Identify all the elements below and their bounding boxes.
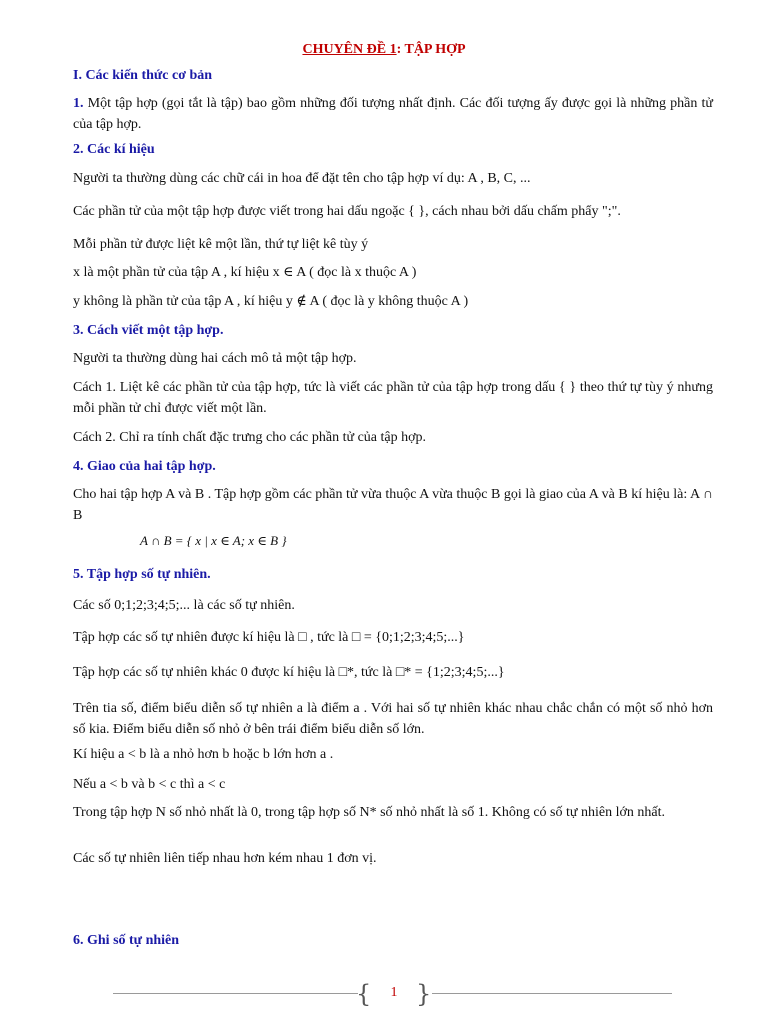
section-heading-natural-numbers: 5. Tập hợp số tự nhiên. (73, 567, 211, 582)
title-suffix: : TẬP HỢP (396, 42, 466, 57)
paragraph-two-methods: Người ta thường dùng hai cách mô tả một tập hợp. (73, 351, 357, 366)
paragraph-listing-order: Mỗi phần tử được liệt kê một lần, thứ tự liệt kê tùy ý (73, 237, 369, 252)
paragraph-text: Một tập hợp (gọi tắt là tập) bao gồm những đối tượng nhất định. Các đối tượng ấy được gọi là những phần tử của tập hợp. (73, 96, 714, 132)
section-heading-writing-numbers: 6. Ghi số tự nhiên (73, 933, 180, 948)
paragraph-number-ray: Trên tia số, điểm biểu diễn số tự nhiên a là điểm a . Với hai số tự nhiên khác nhau chắc chắn có một số nhỏ hơn số kia. Điểm biểu diễn số nhỏ ở bên trái điểm biểu diễn số lớn. (73, 701, 713, 737)
paragraph-natural-numbers: Các số 0;1;2;3;4;5;... là các số tự nhiên. (73, 598, 295, 613)
paragraph-set-definition (73, 93, 713, 135)
paragraph-intersection: Cho hai tập hợp A và B . Tập hợp gồm các phần tử vừa thuộc A vừa thuộc B gọi là giao của A và B kí hiệu là: A ∩ B (73, 487, 713, 523)
page-number: 1 (390, 985, 398, 1000)
section-heading-symbols: 2. Các kí hiệu (73, 142, 155, 157)
paragraph-membership: x là một phần tử của tập A , kí hiệu x ∈ A ( đọc là x thuộc A ) (73, 265, 417, 280)
paragraph-method-2: Cách 2. Chỉ ra tính chất đặc trưng cho các phần tử của tập hợp. (73, 430, 427, 445)
intersection-formula: A ∩ B = { x | x ∈ A; x ∈ B } (140, 533, 287, 548)
paragraph-naming-sets: Người ta thường dùng các chữ cái in hoa để đặt tên cho tập hợp ví dụ: A , B, C, ... (73, 171, 531, 186)
section-heading-basics: I. Các kiến thức cơ bản (73, 68, 213, 83)
page-title (0, 42, 768, 58)
paragraph-set-n-star: Tập hợp các số tự nhiên khác 0 được kí hiệu là □*, tức là □* = {1;2;3;4;5;...} (73, 665, 505, 680)
paragraph-braces: Các phần tử của một tập hợp được viết trong hai dấu ngoặc { }, cách nhau bởi dấu chấm phẩy ";". (73, 204, 621, 219)
paragraph-transitivity: Nếu a < b và b < c thì a < c (73, 777, 226, 792)
footer-right-bracket: } (416, 980, 432, 1008)
section-heading-intersection: 4. Giao của hai tập hợp. (73, 459, 216, 474)
paragraph-less-than: Kí hiệu a < b là a nhỏ hơn b hoặc b lớn hơn a . (73, 747, 334, 762)
paragraph-non-membership: y không là phần tử của tập A , kí hiệu y ∉ A ( đọc là y không thuộc A ) (73, 294, 469, 309)
footer-rule-right (432, 993, 672, 994)
footer-rule-left (113, 993, 358, 994)
title-prefix: CHUYÊN ĐỀ 1 (302, 42, 397, 57)
item-number: 1. (73, 96, 84, 111)
paragraph-consecutive: Các số tự nhiên liên tiếp nhau hơn kém nhau 1 đơn vị. (73, 851, 377, 866)
footer-left-bracket: { (356, 980, 372, 1008)
paragraph-smallest-number: Trong tập hợp N số nhỏ nhất là 0, trong tập hợp số N* số nhỏ nhất là số 1. Không có số tự nhiên lớn nhất. (73, 805, 665, 820)
paragraph-method-1: Cách 1. Liệt kê các phần tử của tập hợp, tức là viết các phần tử của tập hợp trong dấu { } theo thứ tự tùy ý nhưng mỗi phần tử chỉ được viết một lần. (73, 380, 713, 416)
paragraph-set-n: Tập hợp các số tự nhiên được kí hiệu là □ , tức là □ = {0;1;2;3;4;5;...} (73, 630, 465, 645)
section-heading-writing-sets: 3. Cách viết một tập hợp. (73, 323, 224, 338)
